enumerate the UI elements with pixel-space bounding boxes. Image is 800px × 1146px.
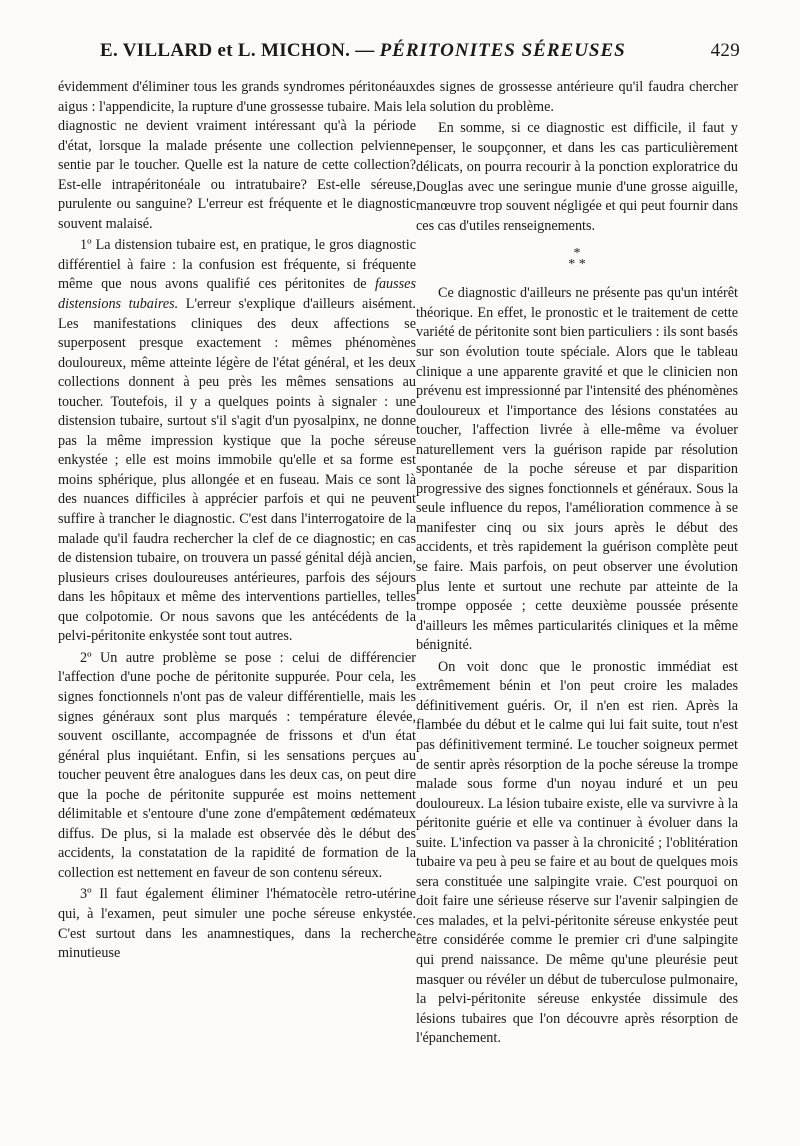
running-header xyxy=(100,40,740,62)
left-paragraph-2-a: 1º La distension tubaire est, en pratique, le gros diagnostic différentiel à faire : la confusion est fréquente, si fréquente même que nous avons qualifié ces péritonites de xyxy=(58,237,416,293)
right-paragraph-4: On voit donc que le pronostic immédiat est extrêmement bénin et l'on peut croire les malades définitivement guéris. Or, il n'en est rien. Après la flambée du début et le calme qui lui fait suite, tout n'est pas définitivement terminé. Le toucher soigneux permet de sentir après résorption de la poche séreuse la trompe malade sous forme d'un noyau induré et un peu douloureux. La lésion tubaire existe, elle va survivre à la péritonite guérie et elle va continuer à évoluer dans la suite. L'infection va passer à la chronicité ; l'oblitération tubaire va peu à peu se faire et au bout de quelques mois sera constituée une salpingite vraie. C'est pourquoi on doit faire une sérieuse réserve sur l'avenir salpingien de ces malades, et la pelvi-péritonite séreuse enkystée peut être considérée comme le premier cri d'une salpingite qui prend naissance. De même qu'une pleurésie peut masquer ou révéler un début de tuberculose pulmonaire, la pelvi-péritonite séreuse enkystée dissimule des lésions tubaires que l'on découvre après résorption de l'épanchement. xyxy=(416,658,738,1047)
left-paragraph-1: évidemment d'éliminer tous les grands syndromes péritonéaux aigus : l'appendicite, la rupture d'une grossesse tubaire. Mais le diagnostic ne devient vraiment intéressant qu'à la période d'état, lorsque la malade présente une collection pelvienne sentie par le toucher. Quelle est la nature de cette collection? Est-elle intrapéritonéale ou intratubaire? Est-elle séreuse, purulente ou sanguine? L'erreur est fréquente et le diagnostic souvent malaisé. xyxy=(58,79,416,232)
right-paragraph-3: Ce diagnostic d'ailleurs ne présente pas qu'un intérêt théorique. En effet, le pronostic et le traitement de cette variété de péritonite sont bien particuliers : ils sont basés sur son évolution toute spéciale. Alors que le tableau clinique a une apparente gravité et que le clinicien non prévenu est impressionné par l'intensité des phénomènes douloureux et l'importance des lésions constatées au toucher, l'affection livrée à elle-même va évoluer naturellement vers la guérison rapide par résolution spontanée de la poche séreuse et par disparition progressive des signes fonctionnels et généraux. Sous la seule influence du repos, l'amélioration commence à se manifester cinq ou six jours après le début des accidents, et très rapidement la guérison complète peut se faire. Mais parfois, on peut observer une évolution plus lente et surtout une rechute par atteinte de la trompe opposée ; cette deuxième poussée présente d'ailleurs les mêmes particularités cliniques et la même bénignité. xyxy=(416,285,738,654)
stars-bottom: * * xyxy=(568,257,586,273)
left-column xyxy=(58,78,416,966)
right-paragraph-1: des signes de grossesse antérieure qu'il faudra chercher la solution du problème. xyxy=(416,79,738,115)
left-paragraph-2-b: L'erreur s'explique d'ailleurs aisément. Les manifestations cliniques des deux affections se superposent presque exactement : mêmes phénomènes douloureux, même atteinte légère de l'état général, et les deux collections donnent à peu près les mêmes sensations au toucher. Toutefois, il y a quelques points à signaler : une distension tubaire, surtout s'il s'agit d'un pyosalpinx, ne donne pas la même impression kystique que la poche séreuse enkystée ; elle est moins immobile qu'elle et sa forme est moins sphérique, plus allongée et en fuseau. Mais ce sont là des nuances difficiles à apprécier parfois et qui ne peuvent suffire à trancher le diagnostic. C'est dans l'interrogatoire de la malade qu'il faudra rechercher la clef de ce diagnostic; en cas de distension tubaire, on trouvera un passé génital déjà ancien, plusieurs crises douloureuses antérieures, parfois des séjours dans les hôpitaux et même des interventions partielles, telles que colpotomie. Or nous savons que les antécédents de la pelvi-péritonite enkystée sont tout autres. xyxy=(58,296,416,645)
header-authors: E. VILLARD et L. MICHON. xyxy=(100,40,351,61)
stars-top: * xyxy=(573,246,581,262)
left-paragraph-4: 3º Il faut également éliminer l'hématocèle retro-utérine qui, à l'examen, peut simuler une poche séreuse enkystée. C'est surtout dans les anamnestiques, dans la recherche minutieuse xyxy=(58,886,416,962)
header-separator: — xyxy=(350,40,380,61)
section-separator-stars xyxy=(416,246,738,273)
page-number: 429 xyxy=(710,40,740,61)
left-paragraph-3: 2º Un autre problème se pose : celui de différencier l'affection d'une poche de péritonite suppurée. Pour cela, les signes fonctionnels n'ont pas de valeur différentielle, mais les signes généraux sont plus marqués : température élevée, souvent oscillante, accompagnée de frissons et d'un état général plus inquiétant. Enfin, si les sensations perçues au toucher peuvent être analogues dans les deux cas, on peut dire que la poche de péritonite suppurée est moins nettement délimitable et s'entoure d'une zone d'empâtement œdémateux diffus. De plus, si la malade est observée dès le début des accidents, la constatation de la rapidité de formation de la collection est nettement en faveur de son contenu séreux. xyxy=(58,649,416,881)
right-paragraph-2: En somme, si ce diagnostic est difficile, il faut y penser, le soupçonner, et dans les cas particulièrement délicats, on pourra recourir à la ponction exploratrice du Douglas avec une seringue munie d'une grosse aiguille, manœuvre trop souvent négligée et qui peut fournir dans ces cas d'utiles renseignements. xyxy=(416,120,738,234)
right-column xyxy=(416,78,738,1051)
left-paragraph-2-emphasis: fausses distensions tubaires. xyxy=(58,276,416,313)
left-paragraph-2 xyxy=(58,236,416,646)
header-title: PÉRITONITES SÉREUSES xyxy=(379,40,626,61)
